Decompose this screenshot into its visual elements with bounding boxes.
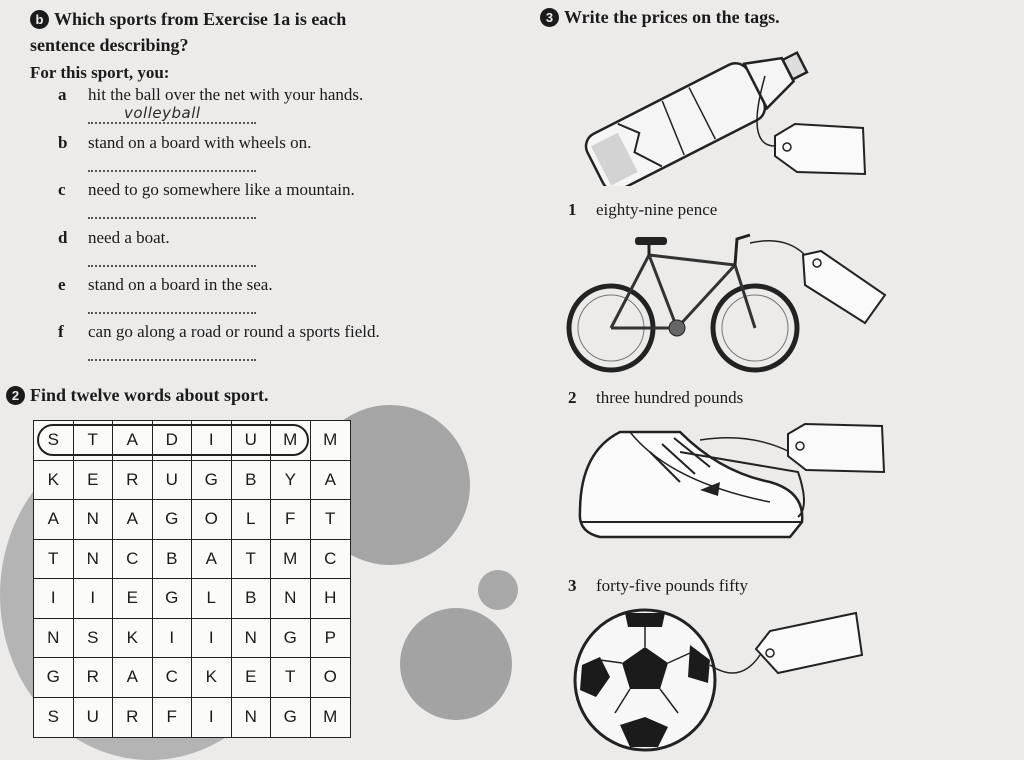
price-item-number: 3 xyxy=(568,576,577,595)
grid-cell[interactable]: I xyxy=(192,421,232,461)
grid-cell[interactable]: S xyxy=(34,421,74,461)
bicycle-icon xyxy=(565,225,895,375)
item-letter: a xyxy=(58,85,67,104)
grid-cell[interactable]: A xyxy=(113,658,153,698)
grid-cell[interactable]: M xyxy=(271,540,311,580)
grid-cell[interactable]: B xyxy=(232,579,272,619)
exercise-b-title-line1: Which sports from Exercise 1a is each xyxy=(54,9,347,29)
grid-cell[interactable]: H xyxy=(311,579,351,619)
grid-cell[interactable]: K xyxy=(113,619,153,659)
grid-cell[interactable]: I xyxy=(192,619,232,659)
grid-cell[interactable]: N xyxy=(34,619,74,659)
grid-cell[interactable]: N xyxy=(232,619,272,659)
grid-cell[interactable]: T xyxy=(34,540,74,580)
grid-cell[interactable]: K xyxy=(192,658,232,698)
item-letter: b xyxy=(58,133,68,152)
grid-cell[interactable]: N xyxy=(74,500,114,540)
exercise-3-title-text: Write the prices on the tags. xyxy=(564,7,780,27)
word-search-grid[interactable] xyxy=(33,420,351,738)
item-text: need to go somewhere like a mountain. xyxy=(88,180,355,199)
grid-cell[interactable]: T xyxy=(271,658,311,698)
exercise-2-title xyxy=(6,382,269,408)
grid-cell[interactable]: L xyxy=(192,579,232,619)
item-text: need a boat. xyxy=(88,228,170,247)
grid-cell[interactable]: R xyxy=(113,461,153,501)
answer-line-f[interactable] xyxy=(88,359,256,361)
grid-cell[interactable]: M xyxy=(311,421,351,461)
exercise-3-badge: 3 xyxy=(540,8,559,27)
exercise-item-a xyxy=(58,85,363,105)
price-item-text: eighty-nine pence xyxy=(596,200,718,219)
answer-line-b[interactable] xyxy=(88,170,256,172)
grid-cell[interactable]: N xyxy=(271,579,311,619)
grid-cell[interactable]: B xyxy=(153,540,193,580)
grid-cell[interactable]: R xyxy=(74,658,114,698)
exercise-b-subheading: For this sport, you: xyxy=(30,63,170,82)
grid-cell[interactable]: A xyxy=(311,461,351,501)
grid-cell[interactable]: T xyxy=(232,540,272,580)
price-item-text: forty-five pounds fifty xyxy=(596,576,749,595)
grid-cell[interactable]: I xyxy=(192,698,232,738)
exercise-item-e xyxy=(58,275,273,295)
grid-cell[interactable]: R xyxy=(113,698,153,738)
grid-cell[interactable]: E xyxy=(74,461,114,501)
answer-line-d[interactable] xyxy=(88,265,256,267)
price-item-number: 2 xyxy=(568,388,577,407)
grid-cell[interactable]: C xyxy=(153,658,193,698)
price-item-1 xyxy=(568,200,717,220)
grid-cell[interactable]: U xyxy=(74,698,114,738)
water-bottle-icon xyxy=(565,36,885,186)
item-text: stand on a board in the sea. xyxy=(88,275,273,294)
exercise-item-c xyxy=(58,180,355,200)
grid-cell[interactable]: N xyxy=(74,540,114,580)
grid-cell[interactable]: A xyxy=(192,540,232,580)
grid-cell[interactable]: N xyxy=(232,698,272,738)
answer-line-e[interactable] xyxy=(88,312,256,314)
grid-cell[interactable]: O xyxy=(192,500,232,540)
grid-cell[interactable]: O xyxy=(311,658,351,698)
answer-line-c[interactable] xyxy=(88,217,256,219)
exercise-item-d xyxy=(58,228,170,248)
grid-cell[interactable]: E xyxy=(113,579,153,619)
exercise-b-title xyxy=(30,6,346,58)
handwritten-answer: volleyball xyxy=(124,104,201,122)
exercise-3-title xyxy=(540,4,780,30)
grid-cell[interactable]: D xyxy=(153,421,193,461)
grid-cell[interactable]: T xyxy=(311,500,351,540)
grid-cell[interactable]: G xyxy=(271,619,311,659)
price-item-text: three hundred pounds xyxy=(596,388,744,407)
exercise-2-badge: 2 xyxy=(6,386,25,405)
grid-cell[interactable]: I xyxy=(34,579,74,619)
item-letter: e xyxy=(58,275,66,294)
decorative-circle xyxy=(478,570,518,610)
grid-cell[interactable]: M xyxy=(323,707,338,727)
item-text: can go along a road or round a sports field. xyxy=(88,322,380,341)
grid-cell[interactable]: A xyxy=(34,500,74,540)
grid-cell[interactable]: I xyxy=(74,579,114,619)
answer-line-a[interactable] xyxy=(88,122,256,124)
price-item-2 xyxy=(568,388,743,408)
exercise-2-title-text: Find twelve words about sport. xyxy=(30,385,269,405)
item-text: stand on a board with wheels on. xyxy=(88,133,312,152)
grid-cell[interactable]: K xyxy=(34,461,74,501)
price-item-number: 1 xyxy=(568,200,577,219)
grid-cell[interactable]: L xyxy=(232,500,272,540)
exercise-b-title-line2: sentence describing? xyxy=(30,35,189,55)
grid-cell[interactable]: Y xyxy=(271,461,311,501)
grid-cell[interactable]: S xyxy=(34,698,74,738)
exercise-item-f xyxy=(58,322,380,342)
item-text: hit the ball over the net with your hands. xyxy=(88,85,364,104)
grid-cell[interactable]: C xyxy=(311,540,351,580)
grid-cell[interactable]: S xyxy=(74,619,114,659)
grid-cell[interactable]: U xyxy=(232,421,272,461)
decorative-circle xyxy=(400,608,512,720)
grid-cell[interactable]: T xyxy=(74,421,114,461)
grid-cell[interactable]: G xyxy=(192,461,232,501)
grid-cell[interactable]: G xyxy=(34,658,74,698)
grid-cell[interactable]: G xyxy=(153,579,193,619)
item-letter: f xyxy=(58,322,64,341)
grid-cell[interactable]: E xyxy=(232,658,272,698)
trainers-icon xyxy=(570,412,890,562)
price-item-3 xyxy=(568,576,748,596)
exercise-b-badge: b xyxy=(30,10,49,29)
grid-cell[interactable]: F xyxy=(153,698,193,738)
grid-cell[interactable]: U xyxy=(153,461,193,501)
grid-cell[interactable]: A xyxy=(113,421,153,461)
grid-cell[interactable]: A xyxy=(113,500,153,540)
grid-cell[interactable]: G xyxy=(271,698,311,738)
football-icon xyxy=(570,605,870,755)
item-letter: d xyxy=(58,228,68,247)
grid-cell[interactable]: M xyxy=(271,421,311,461)
grid-cell[interactable]: B xyxy=(232,461,272,501)
grid-cell[interactable]: C xyxy=(113,540,153,580)
grid-cell[interactable]: F xyxy=(271,500,311,540)
grid-cell[interactable]: I xyxy=(153,619,193,659)
grid-cell[interactable]: P xyxy=(311,619,351,659)
exercise-item-b xyxy=(58,133,311,153)
item-letter: c xyxy=(58,180,66,199)
grid-cell[interactable]: G xyxy=(153,500,193,540)
